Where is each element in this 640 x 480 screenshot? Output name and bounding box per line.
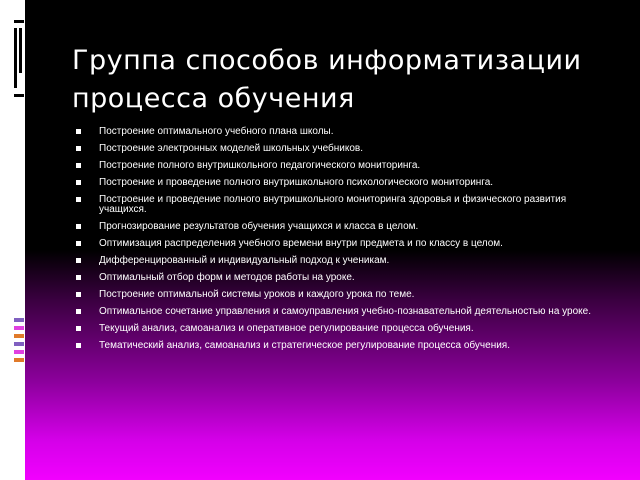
bullet-list [76, 127, 616, 358]
ui-hint-bars-icon [14, 20, 24, 100]
bullet-text: Дифференцированный и индивидуальный подход к ученикам. [99, 255, 390, 266]
bullet-text: Оптимизация распределения учебного времени внутри предмета и по классу в целом. [99, 238, 503, 249]
bullet-item [76, 273, 616, 283]
slide-title: Группа способов информатизации процесса обучения [72, 45, 582, 114]
bullet-item [76, 341, 616, 351]
bullet-item [76, 324, 616, 334]
bullet-square-icon [76, 292, 81, 297]
bullet-text: Оптимальное сочетание управления и самоуправления учебно-познавательной деятельностью на уроке. [99, 306, 591, 317]
bullet-square-icon [76, 224, 81, 229]
bullet-item [76, 161, 616, 171]
bullet-text: Построение оптимального учебного плана школы. [99, 126, 334, 137]
color-swatch-bars-icon [14, 318, 24, 368]
bullet-text: Построение оптимальной системы уроков и каждого урока по теме. [99, 289, 415, 300]
bullet-item [76, 307, 616, 317]
bullet-square-icon [76, 258, 81, 263]
bullet-item [76, 127, 616, 137]
bullet-square-icon [76, 241, 81, 246]
bullet-text: Построение электронных моделей школьных учебников. [99, 143, 364, 154]
bullet-item [76, 256, 616, 266]
bullet-item [76, 290, 616, 300]
bullet-text: Построение полного внутришкольного педагогического мониторинга. [99, 160, 421, 171]
bullet-item [76, 239, 616, 249]
bullet-text: Текущий анализ, самоанализ и оперативное регулирование процесса обучения. [99, 323, 474, 334]
bullet-text: Прогнозирование результатов обучения учащихся и класса в целом. [99, 221, 419, 232]
bullet-square-icon [76, 163, 81, 168]
bullet-square-icon [76, 326, 81, 331]
bullet-square-icon [76, 129, 81, 134]
bullet-square-icon [76, 343, 81, 348]
bullet-item [76, 178, 616, 188]
bullet-text: Построение и проведение полного внутришкольного психологического мониторинга. [99, 177, 494, 188]
bullet-text: Построение и проведение полного внутришкольного мониторинга здоровья и физического развития учащихся. [99, 194, 567, 215]
bullet-square-icon [76, 309, 81, 314]
bullet-text: Тематический анализ, самоанализ и стратегическое регулирование процесса обучения. [99, 340, 510, 351]
bullet-text: Оптимальный отбор форм и методов работы на уроке. [99, 272, 355, 283]
bullet-square-icon [76, 146, 81, 151]
bullet-item [76, 195, 616, 215]
bullet-square-icon [76, 180, 81, 185]
bullet-item [76, 144, 616, 154]
bullet-square-icon [76, 275, 81, 280]
bullet-item [76, 222, 616, 232]
bullet-square-icon [76, 197, 81, 202]
